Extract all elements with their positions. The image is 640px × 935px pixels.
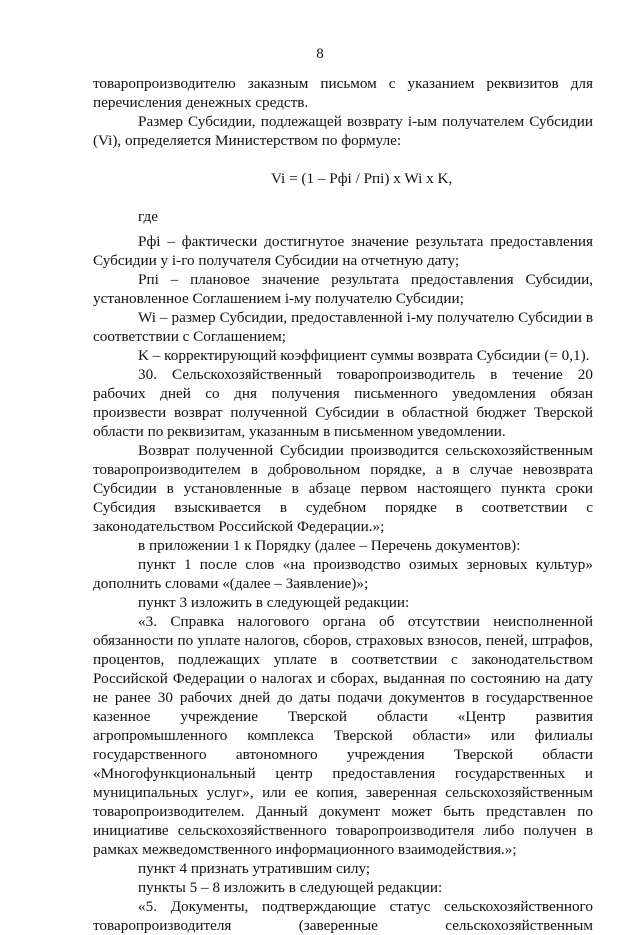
paragraph-def-pfi: Pфi – фактически достигнутое значение результата предоставления Субсидии у i-го получателя Субсидии на отчетную дату;	[93, 233, 593, 269]
page-number: 8	[316, 46, 324, 62]
paragraph-item-3-amend: пункт 3 изложить в следующей редакции:	[138, 594, 410, 611]
paragraph-item-3-text: «3. Справка налогового органа об отсутствии неисполненной обязанности по уплате налогов, сборов, страховых взносов, пеней, штрафов, процентов, подлежащих уплате в соответствии с законодательством Российской Федерации о налогах и сборах, выданная по состоянию на дату не ранее 30 рабочих дней до даты подачи документов в государственное казенное учреждение Тверской области «Центр развития агропромышленного комплекса Тверской области» или филиалы государственного автономного учреждения Тверской области «Многофункциональный центр предоставления государственных и муниципальных услуг», или ее копия, заверенная сельскохозяйственным товаропроизводителем. Данный документ может быть представлен по инициативе сельскохозяйственного товаропроизводителя либо получен в рамках межведомственного информационного взаимодействия.»;	[93, 613, 593, 858]
paragraph-item-5-text: «5. Документы, подтверждающие статус сельскохозяйственного товаропроизводителя (заверенные сельскохозяйственным	[93, 898, 593, 934]
paragraph-appendix-1: в приложении 1 к Порядку (далее – Перечень документов):	[138, 537, 521, 554]
paragraph-recipient-notice: товаропроизводителю заказным письмом с указанием реквизитов для перечисления денежных средств.	[93, 75, 593, 111]
paragraph-item-1-amend: пункт 1 после слов «на производство озимых зерновых культур» дополнить словами «(далее – Заявление)»;	[93, 556, 593, 592]
paragraph-def-wi: Wi – размер Субсидии, предоставленной i-му получателю Субсидии в соответствии с Соглашением;	[93, 309, 593, 345]
paragraph-refund-size: Размер Субсидии, подлежащей возврату i-ым получателем Субсидии (Vi), определяется Министерством по формуле:	[93, 113, 593, 149]
paragraph-where: где	[138, 208, 158, 225]
refund-formula: Vi = (1 – Pфi / Pпi) x Wi x K,	[271, 170, 453, 187]
paragraph-def-k: K – корректирующий коэффициент суммы возврата Субсидии (= 0,1).	[138, 347, 590, 364]
paragraph-def-ppi: Pпi – плановое значение результата предоставления Субсидии, установленное Соглашением i-му получателю Субсидии;	[93, 271, 593, 307]
paragraph-item-30: 30. Сельскохозяйственный товаропроизводитель в течение 20 рабочих дней со дня получения письменного уведомления обязан произвести возврат полученной Субсидии в областной бюджет Тверской области по реквизитам, указанным в письменном уведомлении.	[93, 366, 593, 440]
paragraph-item-4-void: пункт 4 признать утратившим силу;	[138, 860, 371, 877]
paragraph-refund-procedure: Возврат полученной Субсидии производится сельскохозяйственным товаропроизводителем в добровольном порядке, а в случае невозврата Субсидии в установленные в абзаце первом настоящего пункта сроки Субсидия взыскивается в судебном порядке в соответствии с законодательством Российской Федерации.»;	[93, 442, 593, 535]
document-body	[93, 74, 593, 935]
paragraph-items-5-8-amend: пункты 5 – 8 изложить в следующей редакции:	[138, 879, 443, 896]
